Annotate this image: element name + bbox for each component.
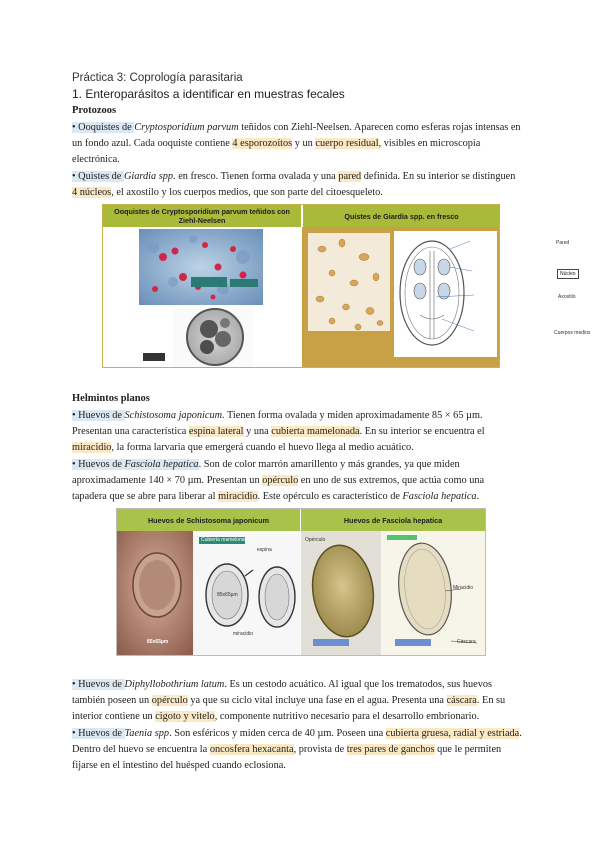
page-title: Práctica 3: Coprología parasitaria bbox=[72, 72, 243, 84]
label-axostilo: Axostilo bbox=[558, 294, 576, 300]
paragraph-line: también poseen un opérculo ya que su ciclo vital incluye una fase en el agua. Presenta una cáscara. En su bbox=[72, 695, 506, 706]
figure-right-title: Quistes de Giardia spp. en fresco bbox=[302, 205, 500, 227]
paragraph-line: • Huevos de Schistosoma japonicum. Tienen forma ovalada y miden aproximadamente 85 × 65 µm. bbox=[72, 410, 483, 421]
label-miracidio: miracidio bbox=[233, 631, 254, 637]
protozoa-figure bbox=[102, 204, 591, 368]
label-cascara: Cáscara bbox=[457, 639, 476, 645]
cryptosporidium-panel bbox=[103, 227, 301, 367]
giardia-panel bbox=[302, 227, 591, 367]
helminth-figure bbox=[116, 508, 486, 656]
paragraph-line: electrónica. bbox=[72, 154, 120, 165]
schistosoma-image bbox=[117, 531, 300, 655]
fasciola-panel bbox=[301, 531, 485, 655]
paragraph-line: interior contiene un cigoto y vitelo, componente nutritivo necesario para el desarrollo embrionario. bbox=[72, 711, 480, 722]
label-cuerpos-medios: Cuerpos medios bbox=[554, 330, 591, 336]
helminths-heading: Helmintos planos bbox=[72, 393, 150, 404]
paragraph-line: miracidio, la forma larvaria que emergerá cuando el huevo llega al medio acuático. bbox=[72, 442, 414, 453]
label-size-photo: 85x65µm bbox=[147, 639, 169, 645]
label-nucleo: Núcleo bbox=[557, 269, 579, 279]
paragraph-line: fijarse en el intestino del huésped cuando eclosiona. bbox=[72, 760, 286, 771]
label-espina: espina bbox=[257, 547, 272, 553]
paragraph-line: tapadera que se abre para liberar al miracidio. Este opérculo es característico de Fasciola hepatica. bbox=[72, 491, 480, 502]
paragraph-line: Presentan una característica espina lateral y una cubierta mamelonada. En su interior se encuentra el bbox=[72, 426, 485, 437]
figure-left-title: Ooquistes de Cryptosporidium parvum teñidos con Ziehl-Neelsen bbox=[103, 205, 301, 227]
fasciola-image bbox=[301, 531, 485, 655]
paragraph-line: aproximadamente 140 × 70 µm. Presentan un opérculo en uno de sus extremos, que actúa como una bbox=[72, 475, 485, 486]
cryptosporidium-image bbox=[103, 227, 301, 367]
giardia-image bbox=[302, 227, 499, 367]
section-heading: 1. Enteroparásitos a identificar en muestras fecales bbox=[72, 87, 345, 101]
schistosoma-panel bbox=[117, 531, 300, 655]
figure-left-title: Huevos de Schistosoma japonicum bbox=[117, 509, 300, 531]
label-miracidio-fasciola: Miracidio bbox=[453, 585, 474, 591]
paragraph-line: • Huevos de Taenia spp. Son esféricos y miden cerca de 40 µm. Poseen una cubierta gruesa, radial y estriada. bbox=[72, 728, 522, 739]
label-operculo: Opérculo bbox=[305, 537, 326, 543]
paragraph-line: 4 núcleos, el axostilo y los cuerpos medios, que son parte del citoesqueleto. bbox=[72, 187, 383, 198]
paragraph-line: • Huevos de Diphyllobothrium latum. Es un cestodo acuático. Al igual que los trematodos, sus huevos bbox=[72, 679, 493, 690]
paragraph-line: un fondo azul. Cada ooquiste contiene 4 esporozoítos y un cuerpo residual, visibles en microscopía bbox=[72, 138, 481, 149]
paragraph-line: • Quistes de Giardia spp. en fresco. Tienen forma ovalada y una pared definida. En su interior se distinguen bbox=[72, 171, 516, 182]
label-size-diagram: 85x65µm bbox=[217, 592, 238, 598]
paragraph-line: Dentro del huevo se encuentra la oncosfera hexacanta, provista de tres pares de ganchos que le permiten bbox=[72, 744, 502, 755]
protozoa-heading: Protozoos bbox=[72, 105, 117, 116]
label-pared: Pared bbox=[556, 240, 570, 246]
figure-right-title: Huevos de Fasciola hepatica bbox=[301, 509, 485, 531]
paragraph-line: • Huevos de Fasciola hepatica. Son de color marrón amarillento y más grandes, ya que miden bbox=[72, 459, 460, 470]
label-cubierta: Cubierta mamelonada bbox=[201, 537, 251, 543]
paragraph-line: • Ooquistes de Cryptosporidium parvum teñidos con Ziehl-Neelsen. Aparecen como esferas rojas intensas en bbox=[72, 122, 521, 133]
